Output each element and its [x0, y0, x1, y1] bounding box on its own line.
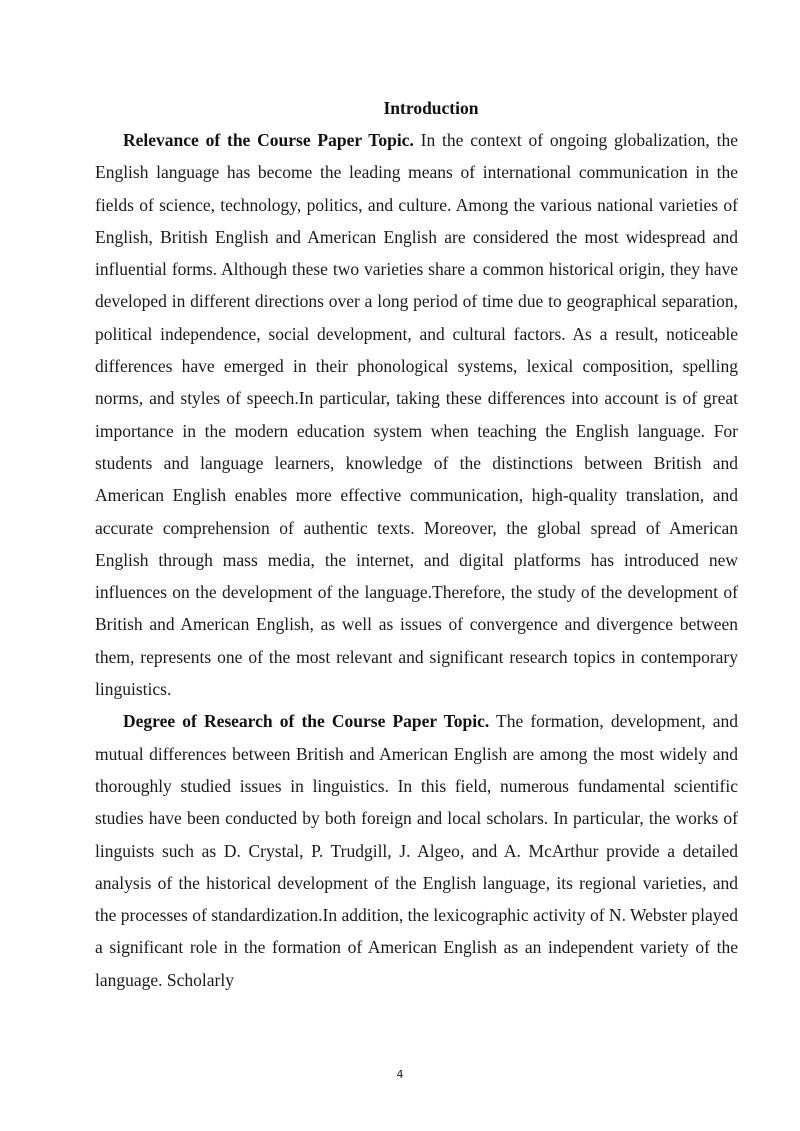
- paragraph-text-degree-of-research: The formation, development, and mutual differences between British and American English are among the most widely and thoroughly studied issues in linguistics. In this field, numerous fundamental scientific studies have been conducted by both foreign and local scholars. In particular, the works of linguists such as D. Crystal, P. Trudgill, J. Algeo, and A. McArthur provide a detailed analysis of the historical development of the English language, its regional varieties, and the processes of standardization.In addition, the lexicographic activity of N. Webster played a significant role in the formation of American English as an independent variety of the language. Scholarly: [95, 711, 738, 990]
- paragraph-degree-of-research: [95, 705, 738, 996]
- paragraph-heading-relevance: Relevance of the Course Paper Topic.: [123, 130, 414, 150]
- body-text: [95, 124, 738, 996]
- paragraph-text-relevance: In the context of ongoing globalization, the English language has become the leading means of international communication in the fields of science, technology, politics, and culture. Among the various national varieties of English, British English and American English are considered the most widespread and influential forms. Although these two varieties share a common historical origin, they have developed in different directions over a long period of time due to geographical separation, political independence, social development, and cultural factors. As a result, noticeable differences have emerged in their phonological systems, lexical composition, spelling norms, and styles of speech.In particular, taking these differences into account is of great importance in the modern education system when teaching the English language. For students and language learners, knowledge of the distinctions between British and American English enables more effective communication, high-quality translation, and accurate comprehension of authentic texts. Moreover, the global spread of American English through mass media, the internet, and digital platforms has introduced new influences on the development of the language.Therefore, the study of the development of British and American English, as well as issues of convergence and divergence between them, represents one of the most relevant and significant research topics in contemporary linguistics.: [95, 130, 738, 700]
- page-title: Introduction: [383, 98, 479, 118]
- page-number: 4: [396, 1068, 404, 1081]
- paragraph-relevance: [95, 124, 738, 705]
- paragraph-heading-degree-of-research: Degree of Research of the Course Paper Topic.: [123, 711, 490, 732]
